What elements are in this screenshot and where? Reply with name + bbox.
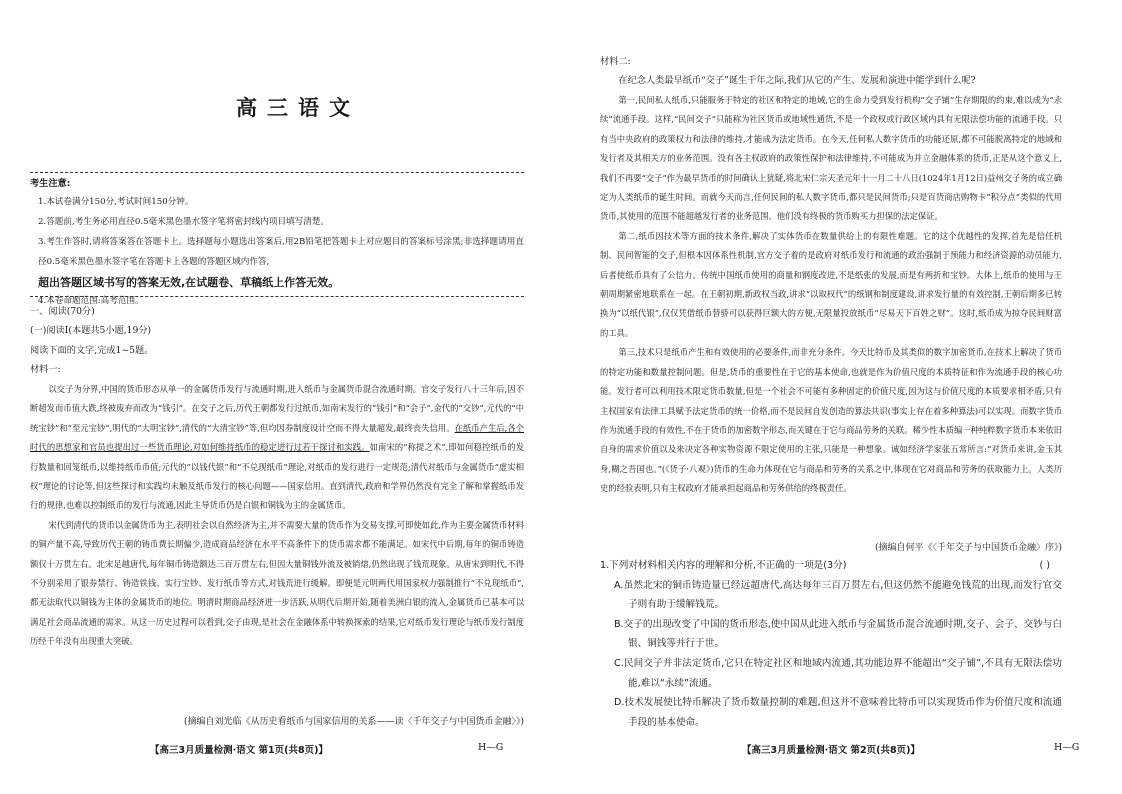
reading-section xyxy=(30,302,524,380)
material1-label: 材料一: xyxy=(30,364,61,376)
option-text: 虽然北宋的铜币铸造量已经远超唐代,高达每年三百万贯左右,但这仍然不能避免钱荒的出现,而发行官交子则有助于缓解钱荒。 xyxy=(623,579,1062,611)
notice-item: 1.本试卷满分150分,考试时间150分钟。 xyxy=(38,197,194,208)
notice-item: 4.本卷命题范围:高考范围。 xyxy=(38,296,144,307)
option-c xyxy=(600,654,1062,693)
option-b xyxy=(600,615,1062,654)
material2-body xyxy=(600,91,1062,537)
notice-item-emphasis: 超出答题区域书写的答案无效,在试题卷、草稿纸上作答无效。 xyxy=(38,275,340,289)
page-footer-1: 【高三3月质量检测·语文 第1页(共8页)】 xyxy=(150,745,328,756)
option-text: 交子的出现改变了中国的货币形态,使中国从此进入纸币与金属货币混合流通时期,交子、会子、交钞与白银、铜钱等并行于世。 xyxy=(623,618,1062,650)
material2-paragraph: 第一,民间私人纸币,只能服务于特定的社区和特定的地域,它的生命力受到发行机构“交子铺”生存期限的约束,难以成为“永续”流通手段。这样,“民间交子”只能称为社区货币或地域性通货,不是一个政权或行政区域内具有无限法偿功能的流通手段。只有当中央政府的政策权力和法律的维持,才能成为法定货币。在今天,任何私人数字货币的功能还原,都不可能脱离特定的地域和发行者及其相关方的业务范围。没有各主权政府的政策性保护和法律维持,不可能成为并立金融体系的货币,正是从这个意义上,我们不再要“交子”作为最早货币的时间确认上犹疑,将北宋仁宗天圣元年十一月二十八日(1024年1月12日)益州交子务的成立确定为人类纸币的诞生时间。而就今天而言,任何民间的私人数字货币,都只是民间货币;只是百货商店购物卡“积分点”类似的代用货币,其使用的范围不能超越发行者的业务范围。他们没有终极的货币购买力担保的法定保证。 xyxy=(600,95,1062,222)
subsection-heading: (一)阅读Ⅰ(本题共5小题,19分) xyxy=(30,325,152,337)
option-label: A. xyxy=(614,579,624,591)
option-label: C. xyxy=(614,657,624,669)
option-text: 技术发展使比特币解决了货币数量控制的难题,但这并不意味着比特币可以实现货币作为价值尺度和流通手段的基本使命。 xyxy=(624,697,1062,728)
notice-item: 3.考生作答时,请将答案答在答题卡上。选择题每小题选出答案后,用2B铅笔把答题卡上对应题目的答案标号涂黑;非选择题请用直径0.5毫米黑色墨水签字笔在答题卡上各题的答题区域内作答, xyxy=(38,237,524,267)
section-heading: 一、阅读(70分) xyxy=(30,306,95,317)
page-footer-2: 【高三3月质量检测·语文 第2页(共8页)】 xyxy=(742,745,920,756)
notice-heading: 考生注意: xyxy=(30,178,71,189)
instruction-text: 阅读下面的文字,完成1~5题。 xyxy=(30,344,154,356)
material2-label: 材料二: xyxy=(600,56,631,67)
option-label: D. xyxy=(614,697,625,709)
header-rule xyxy=(30,172,524,173)
material2-intro: 在纪念人类最早纸币“交子”诞生千年之际,我们从它的产生、发展和演进中能学到什么呢? xyxy=(618,75,976,87)
option-text: 民间交子并非法定货币,它只在特定社区和地域内流通,其功能边界不能超出“交子铺”,不具有无限法偿功能,难以“永续”流通。 xyxy=(623,657,1062,689)
answer-paren: ( ) xyxy=(1039,560,1050,571)
page-code-2: H—G xyxy=(1054,742,1080,753)
material2-source: (摘编自何平《〈千年交子与中国货币金融〉序》) xyxy=(874,543,1062,553)
material2-paragraph: 第二,纸币因技术等方面的技术条件,解决了实体货币在数量供给上的有限性难题。它的这个优越性的发挥,首先是信任机制、民间智能的交子,但根本因体系性机制,官方交子着的是政府对纸币发行和流通的政治强制于预能力和经济资源的动员能力,后者使纸币具有了公信力。传统中国纸币使用的商量和钢度改进,不是纸张的发展,而是有两折和宝钞。大体上,纸币的使用与王朝周期紧密地联系在一起。在王朝初期,新政权当政,讲求“以取权代”的纸钢和制度建设,讲求发行量的有效控制,王朝后期多已转换为“以纸代银”,仅仅凭借纸币替骄可以获得巨额大的方便,无限量投放纸币“尽易天下百姓之财”。这时,纸币成为掠夺民间财富的工具。 xyxy=(600,230,1062,338)
material2-paragraph: 第三,技术只是纸币产生和有效使用的必要条件,而非充分条件。今天比特币及其类似的数字加密货币,在技术上解决了货币的特定功能和数量控制问题。但是,货币的重要性在于它的基本使命,也就是作为价值尺度的本质特征和作为流通手段的核心功能。发行者可以利用技术限定货币数量,但是一个社会不可能有多种固定的价值尺度,因为这与价值尺度的本质要求相矛盾,只有主权国家有法律工具赋予法定货币的统一价格,而不是民间自发创造的算法共识(事实上存在着多种算法)可以实现。而数字货币作为流通手段的有效性,不在于货币的加密数字形态,而关键在于它与商品劳务的关联。稀少性本质编一种纯粹数字货币本来依旧自身的需求价值以及来决定各种实物资源不限定使用的主张,只能是一种想象。诚如经济学家张五常所言:“对货币来讲,金玉其身,糊之吾国也。”(《货子·八观》)货币的生命力体现在它与商品和劳务的关系之中,体现在它对商品和劳务的获取能力上。人类历史的经验表明,只有主权政府才能承担起商品和劳务供给的终极责任。 xyxy=(600,347,1062,494)
question-1 xyxy=(600,556,1062,732)
exam-notice xyxy=(30,174,524,312)
notice-rule xyxy=(30,296,524,297)
material1-paragraph: 如南宋的“称提之术”,即如何稳控纸币的发行数量和回笼纸币,以维持纸币币值;元代的“以钱代银”和“不兑现纸币”理论,对纸币的发行进行一定规范;清代对纸币与金属货币“虚实相权”理论的讨论等,但这些探讨和实践均未触及纸币发行的核心问题——国家信用。直到清代,政府和学界仍然没有完全了解和掌握纸币发行的规律,也难以控制纸币的发行与流通,因此主导货币仍是白银和铜钱为主的金属货币。 xyxy=(30,442,524,511)
material1-body xyxy=(30,380,524,710)
option-label: B. xyxy=(614,618,624,630)
material2-header xyxy=(600,52,1062,91)
material1-source: (摘编自刘光临《从历史看纸币与国家信用的关系——读〈千年交子与中国货币金融〉》) xyxy=(183,717,524,727)
option-a xyxy=(600,576,1062,615)
question-1-stem: 1.下列对材料相关内容的理解和分析,不正确的一项是(3分) xyxy=(600,560,847,571)
material1-paragraph-2: 宋代到清代的货币以金属货币为主,表明社会以自然经济为主,并不需要大量的货币作为交易支撑,可即使如此,作为主要金属货币材料的铜产量不高,导致历代王朝的铸币费长期偏少,造成商品经济在水平不高条件下的货币需求都不能满足。如宋代中后期,每年的铜币铸造额仅十万贯左右。北宋足越唐代,每年铜币铸造额达三百万贯左右,但因大量铜钱外流及被销熔,仍然出现了钱荒现象。从唐宋到明代,不得不分别采用了银券禁行、铸造铁钱、实行宝钞、发行纸币等方式,对钱荒进行缓解。即便是元明两代用国家权力强制推行“不兑现纸币”,都无法取代以铜钱为主体的金属货币的地位。明清时期商品经济进一步活跃,从明代后期开始,随着美洲白银的流入,金属货币已基本可以满足社会商品流通的需求。从这一历史过程可以看到,交子由现,是社会在金融体系中转换探索的结果,它对纸币发行理论与纸币发行制度历经千年没有出现重大突破。 xyxy=(30,519,524,647)
notice-item: 2.答题前,考生务必用直径0.5毫米黑色墨水签字笔将密封线内项目填写清楚。 xyxy=(38,217,330,228)
page-title: 高三语文 xyxy=(236,96,360,120)
material1-underlined-sentence: 在纸币产生后,各个时代的思想家和官员也提出过一些货币理论,对如何维持纸币的稳定进行过若干探讨和实践。 xyxy=(30,422,524,453)
page-code-1: H—G xyxy=(478,742,504,753)
material1-paragraph: 以交子为分界,中国的货币形态从单一的金属货币发行与流通时期,进入纸币与金属货币混合流通时期。官交子发行八十三年后,因不断超发而币值大跌,终被废弃而改为“钱引”。在交子之后,历代王朝都发行过纸币,如南宋发行的“钱引”和“会子”,金代的“交钞”,元代的“中统宝钞”和“至元宝钞”,明代的“大明宝钞”,清代的“大清宝钞”等,但均因券制度设计空而不得大量超发,最终丧失信用。 xyxy=(30,384,524,433)
option-d xyxy=(600,693,1062,732)
